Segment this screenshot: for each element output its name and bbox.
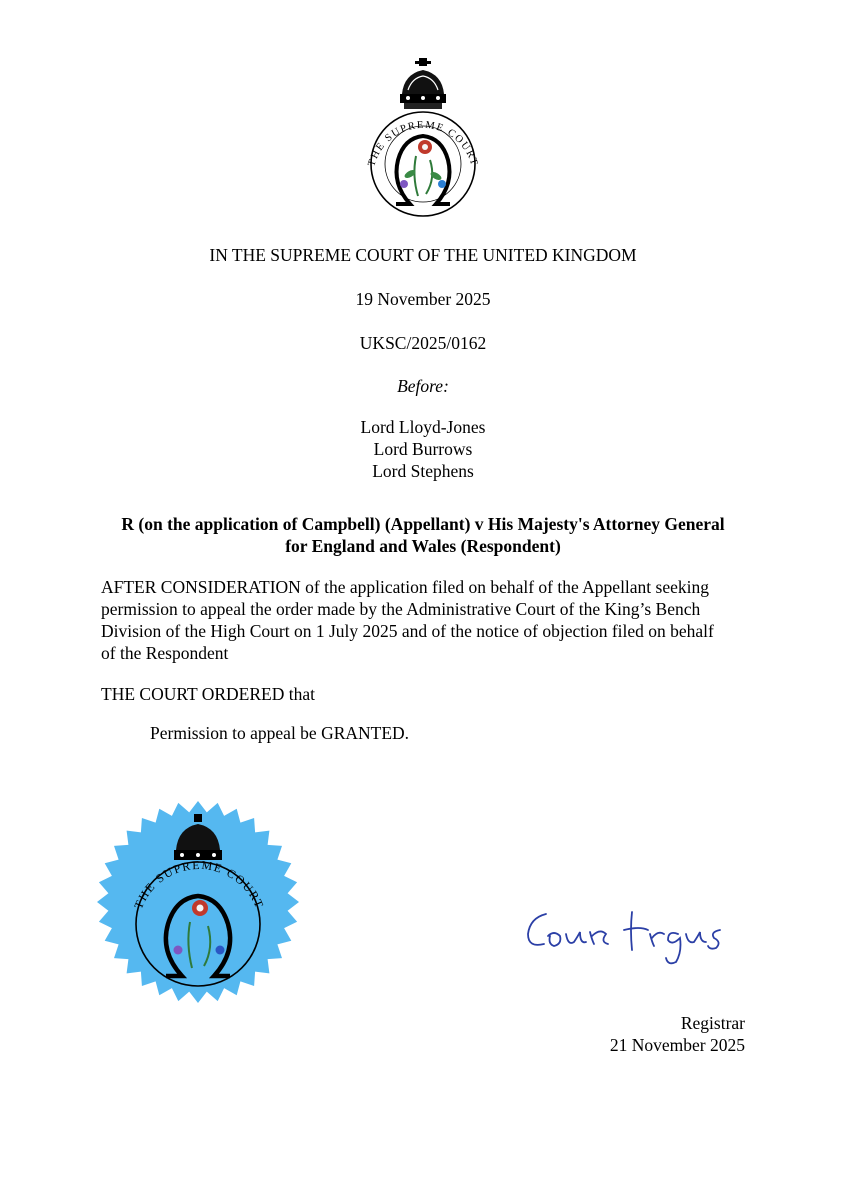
crown-icon [400, 58, 446, 109]
order-text: Permission to appeal be GRANTED. [150, 723, 410, 743]
registrar-title: Registrar [680, 1013, 745, 1033]
before-label: Before: [397, 376, 449, 396]
consideration-line: AFTER CONSIDERATION of the application filed on behalf of the Appellant seeking [101, 577, 710, 597]
case-title-line: for England and Wales (Respondent) [285, 536, 561, 556]
case-title-line: R (on the application of Campbell) (Appellant) v His Majesty's Attorney General [121, 514, 725, 534]
registrar-signature [508, 890, 748, 970]
supreme-court-emblem [352, 56, 494, 220]
justice-name: Lord Stephens [372, 461, 474, 481]
consideration-line: Division of the High Court on 1 July 2025 and of the notice of objection filed on behalf [101, 621, 714, 641]
order-date: 19 November 2025 [355, 289, 491, 309]
case-number: UKSC/2025/0162 [359, 333, 487, 353]
consideration-line: of the Respondent [101, 643, 229, 663]
court-name: IN THE SUPREME COURT OF THE UNITED KINGDOM [209, 245, 637, 265]
emblem-arc-text: THE SUPREME COURT [366, 119, 480, 168]
consideration-line: permission to appeal the order made by the Administrative Court of the King’s Bench [101, 599, 701, 619]
seal-arc-text: THE SUPREME COURT [131, 857, 267, 911]
justice-name: Lord Lloyd-Jones [360, 417, 486, 437]
signoff-date: 21 November 2025 [609, 1035, 745, 1055]
court-seal [96, 800, 301, 1005]
order-intro: THE COURT ORDERED that [101, 684, 315, 704]
justice-name: Lord Burrows [373, 439, 473, 459]
